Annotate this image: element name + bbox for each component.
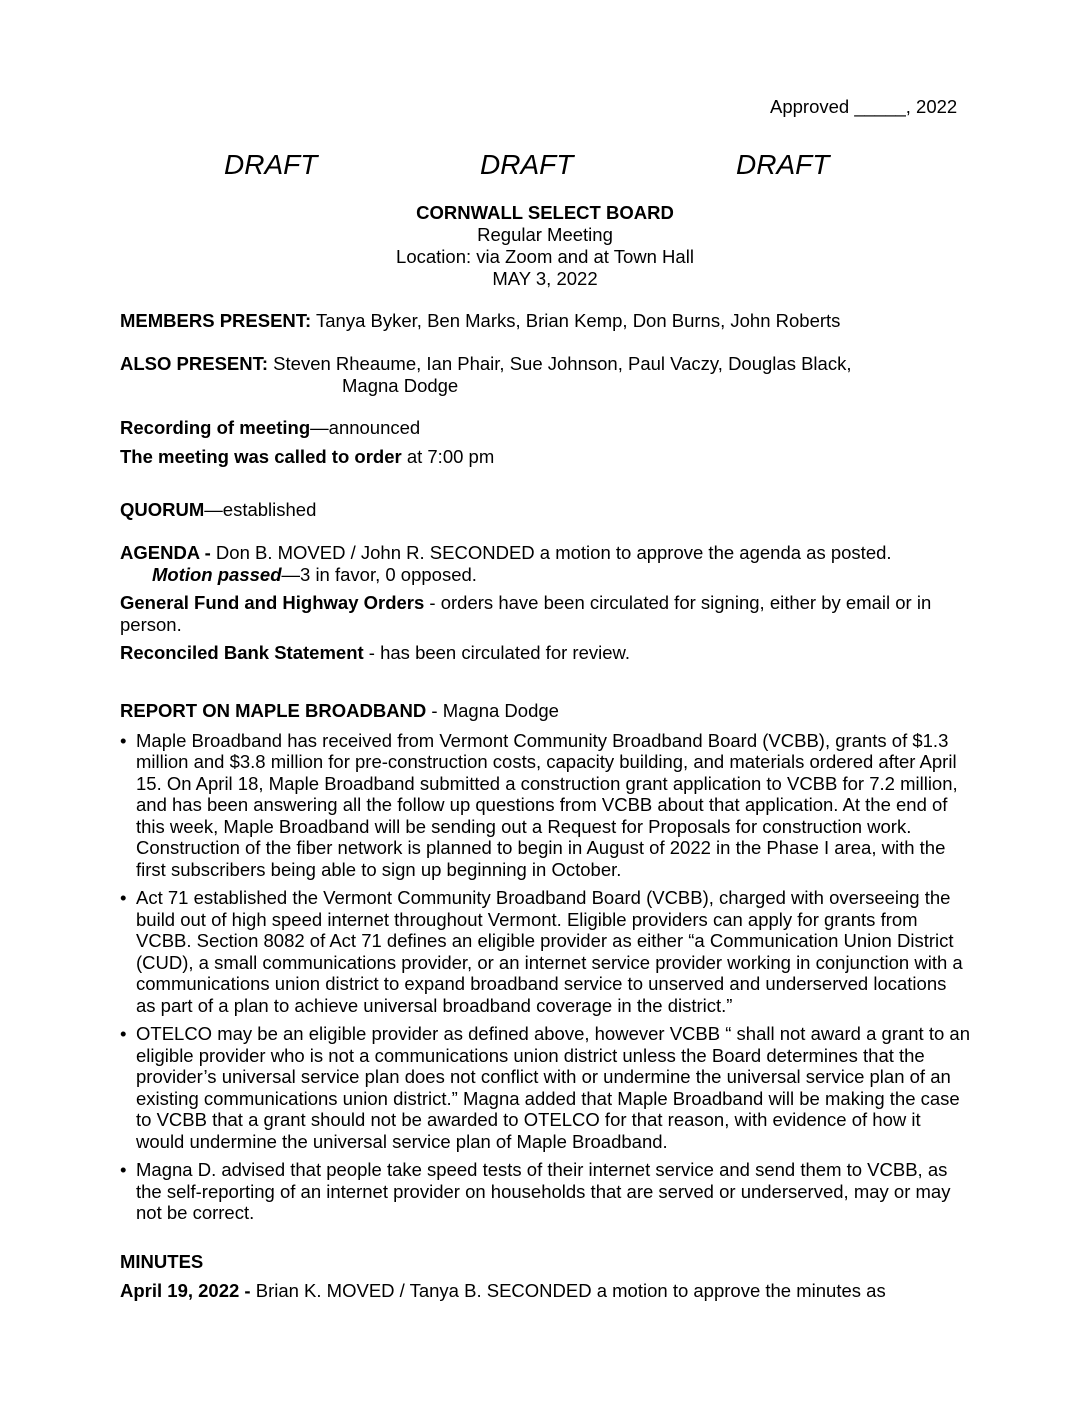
minutes-text: Brian K. MOVED / Tanya B. SECONDED a motion to approve the minutes as xyxy=(250,1280,886,1301)
bullet-icon: • xyxy=(120,1023,127,1044)
also-present-names-line1: Steven Rheaume, Ian Phair, Sue Johnson, Paul Vaczy, Douglas Black, xyxy=(268,353,852,374)
agenda-label: AGENDA - xyxy=(120,542,211,563)
call-to-order-text: at 7:00 pm xyxy=(401,446,495,467)
report-bullet-list xyxy=(120,730,970,1224)
bullet-text: OTELCO may be an eligible provider as defined above, however VCBB “ shall not award a grant to an eligible provider who is not a communications union district unless the Board determines that the provider’s universal service plan does not conflict with or undermine the universal service plan of an existing communications union district.” Magna added that Maple Broadband will be making the case to VCBB that a grant should not be awarded to OTELCO for that reason, with evidence of how it would undermine the universal service plan of Maple Broadband. xyxy=(136,1023,970,1152)
recording-label: Recording of meeting xyxy=(120,417,311,438)
list-item xyxy=(120,1159,970,1224)
report-presenter: - Magna Dodge xyxy=(426,700,559,721)
minutes-heading: MINUTES xyxy=(120,1251,204,1272)
meeting-type: Regular Meeting xyxy=(477,224,613,245)
quorum-text: —established xyxy=(204,499,317,520)
orders-text: - orders have been circulated for signing, either by email or in person. xyxy=(120,592,932,635)
report-heading: REPORT ON MAPLE BROADBAND xyxy=(120,700,427,721)
motion-passed-label: Motion passed xyxy=(152,563,282,585)
document-header xyxy=(120,202,970,290)
draft-watermark-2: DRAFT xyxy=(480,149,574,180)
bullet-text: Maple Broadband has received from Vermont Community Broadband Board (VCBB), grants of $1.3 million and $3.8 million for pre-construction costs, capacity building, and materials ordered after April 15. On April 18, Maple Broadband submitted a construction grant application to VCBB for 7.2 million, and has been answering all the follow up questions from VCBB about that application. At the end of this week, Maple Broadband will be sending out a Request for Proposals for construction work. Construction of the fiber network is planned to begin in August of 2022 in the Phase I area, with the first subscribers being able to sign up beginning in October. xyxy=(136,729,958,880)
members-present-label: MEMBERS PRESENT: xyxy=(120,310,312,331)
meeting-location: Location: via Zoom and at Town Hall xyxy=(396,246,694,267)
minutes-date-label: April 19, 2022 - xyxy=(120,1280,251,1301)
motion-passed-text: —3 in favor, 0 opposed. xyxy=(281,563,477,585)
call-to-order-label: The meeting was called to order xyxy=(120,446,402,467)
call-to-order xyxy=(120,446,970,468)
also-present-label: ALSO PRESENT: xyxy=(120,353,269,374)
list-item xyxy=(120,1023,970,1152)
meeting-date: MAY 3, 2022 xyxy=(492,268,598,289)
also-present xyxy=(120,353,970,396)
approval-line: Approved _____, 2022 xyxy=(770,96,958,117)
draft-watermark-3: DRAFT xyxy=(736,149,830,180)
bullet-icon: • xyxy=(120,887,127,908)
quorum xyxy=(120,499,970,521)
members-present xyxy=(120,310,970,332)
recording-text: —announced xyxy=(310,417,421,438)
list-item xyxy=(120,887,970,1016)
bank-statement-text: - has been circulated for review. xyxy=(363,642,630,663)
maple-broadband-report xyxy=(120,700,970,1231)
agenda-section xyxy=(120,542,970,585)
quorum-label: QUORUM xyxy=(120,499,205,520)
minutes-entry xyxy=(120,1280,970,1302)
bullet-text: Act 71 established the Vermont Community Broadband Board (VCBB), charged with overseeing the build out of high speed internet throughout Vermont. Eligible providers can apply for grants from VCBB. Section 8082 of Act 71 defines an eligible provider as either “a Communication Union District (CUD), a small communications provider, or an internet service provider working in conjunction with a communications union district to expand broadband service to unserved and underserved locations as part of a plan to achieve universal broadband coverage in the district.” xyxy=(136,887,963,1016)
bullet-icon: • xyxy=(120,729,127,751)
organization-title: CORNWALL SELECT BOARD xyxy=(416,202,674,223)
bank-statement-section xyxy=(120,642,970,664)
recording-note xyxy=(120,417,970,439)
agenda-text: Don B. MOVED / John R. SECONDED a motion to approve the agenda as posted. xyxy=(210,542,892,563)
list-item xyxy=(120,730,970,881)
orders-label: General Fund and Highway Orders xyxy=(120,592,425,613)
bullet-text: Magna D. advised that people take speed tests of their internet service and send them to VCBB, as the self-reporting of an internet provider on households that are served or underserved, may or may not be correct. xyxy=(136,1159,951,1223)
draft-watermark-1: DRAFT xyxy=(224,149,318,180)
also-present-names-line2: Magna Dodge xyxy=(342,374,459,396)
members-present-names: Tanya Byker, Ben Marks, Brian Kemp, Don Burns, John Roberts xyxy=(311,310,841,331)
orders-section xyxy=(120,592,970,635)
bank-statement-label: Reconciled Bank Statement xyxy=(120,642,364,663)
bullet-icon: • xyxy=(120,1159,127,1180)
